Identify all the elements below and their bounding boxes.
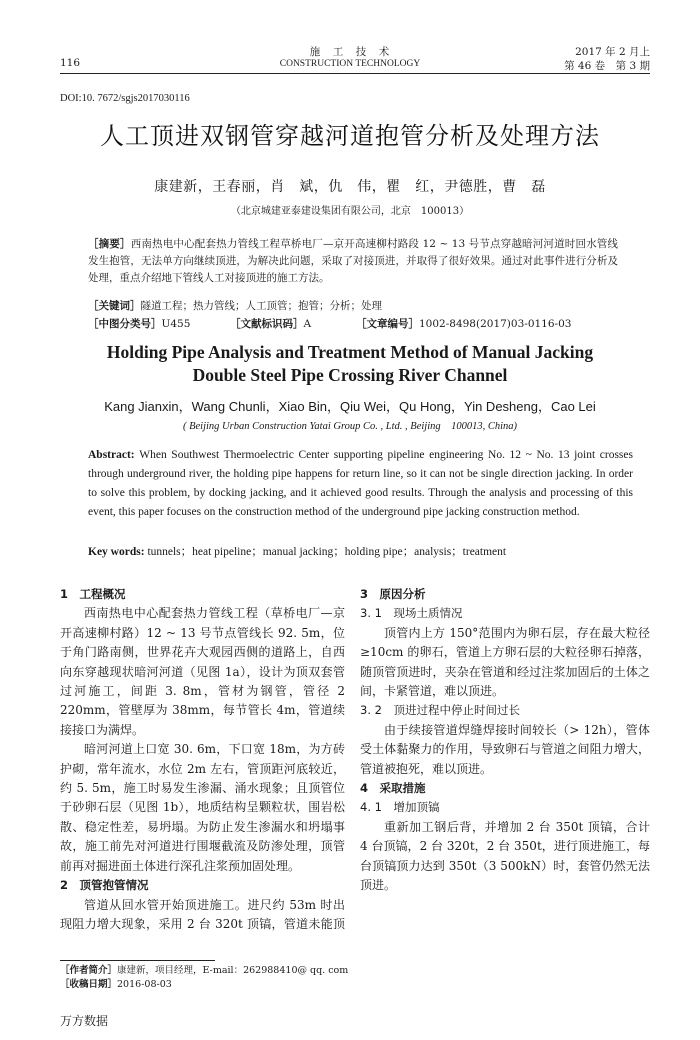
abstract-en: Abstract: When Southwest Thermoelectric Center supporting pipeline engineering No. 12 ~ No. 13 joint crosses through underground river, the holding pipe happens for return line, so it can not be single direction jacking. In order to solve this problem, by docking jacking, and it achieved good results. Through the analysis and processing of this event, this paper focuses on the construction method of the underground pipe jacking construction method. — [88, 449, 633, 518]
keywords-en-label: Key words — [88, 546, 141, 558]
footnote-date-text: 2016-08-03 — [117, 979, 172, 990]
article-no-label: ［文章编号］ — [356, 318, 419, 330]
keywords-cn — [88, 298, 618, 313]
section-3-heading: 3 原因分析 — [360, 587, 426, 601]
authors-cn: 康建新，王春丽，肖 斌，仇 伟，瞿 红，尹德胜，曹 磊 — [154, 179, 546, 195]
issue-volume: 第 46 卷 第 3 期 — [564, 60, 650, 72]
footnote-date — [60, 978, 360, 992]
issue-date: 2017 年 2 月上 — [575, 46, 650, 58]
affiliation-cn: （北京城建亚泰建设集团有限公司，北京 100013） — [230, 206, 470, 217]
section-3-2-paragraph: 由于续接管道焊缝焊接时间较长（> 12h），管体受土体黏聚力的作用，导致卵石与管道之间阻力增大，管道被抱死，难以顶进。 — [360, 722, 650, 776]
clc-value: U455 — [161, 318, 191, 330]
section-1-heading: 1 工程概况 — [60, 587, 126, 601]
journal-name-en: CONSTRUCTION TECHNOLOGY — [279, 59, 421, 69]
section-1-paragraph-1: 西南热电中心配套热力管线工程（草桥电厂—京开高速柳村路）12 ~ 13 号节点管线长 92. 5m，位于角门路南侧，世界花卉大观园西侧的道路上，自西向东穿越现状暗河河道（见图 1a），设计为顶双套管过河施工，间距 3. 8m，管材为钢管，管径 2 220mm，管壁厚为 38mm，每节管长 4m，管道续接接口为满焊。 — [60, 606, 345, 737]
abstract-cn-text: 西南热电中心配套热力管线工程草桥电厂—京开高速柳村路段 12 ~ 13 号节点穿越暗河河道时回水管线发生抱管，无法单方向继续顶进，为解决此问题，采取了对接顶进，并取得了很好效果。通过对此事件进行分析及处理，重点介绍地下管线人工对接顶进的施工方法。 — [88, 238, 618, 284]
article-title-en — [0, 341, 700, 387]
section-3-1-paragraph: 顶管内上方 150°范围内为卵石层，存在最大粒径≥10cm 的卵石，管道上方卵石层的大粒径卵石掉落，随顶管顶进时，夹杂在管道和经过注浆加固后的土体之间，卡紧管道，难以顶进。 — [360, 625, 650, 699]
header-rule — [60, 73, 650, 74]
abstract-en-text: When Southwest Thermoelectric Center supporting pipeline engineering No. 12 ~ No. 13 joint crosses through underground river, the holding pipe happens for return line, so it can not be single direction jacking. In order to solve this problem, by docking jacking, and it achieved good results. Through the analysis and processing of this event, this paper focuses on the construction method of the underground pipe jacking construction method. — [88, 449, 633, 518]
doc-code-label: ［文献标识码］ — [230, 318, 304, 330]
page-number: 116 — [60, 57, 81, 69]
section-3-1-heading: 3. 1 现场土质情况 — [360, 606, 463, 621]
authors-en: Kang Jianxin，Wang Chunli，Xiao Bin，Qiu Wei，Qu Hong，Yin Desheng，Cao Lei — [104, 399, 596, 414]
abstract-en-label: Abstract — [88, 449, 131, 461]
section-4-heading: 4 采取措施 — [360, 781, 426, 796]
body-right-column — [360, 585, 650, 896]
section-2-paragraph-1: 管道从回水管开始顶进施工。进尺约 53m 时出现阻力增大现象，采用 2 台 320t 顶镐，管道未能顶 — [60, 897, 345, 931]
section-4-1-paragraph: 重新加工钢后背，并增加 2 台 350t 顶镐，合计 4 台顶镐，2 台 320t，2 台 350t，进行顶进施工，每台顶镐顶力达到 350t（3 500kN）时，套管仍然无法顶进。 — [360, 819, 650, 893]
section-2-heading: 2 顶管抱管情况 — [60, 878, 149, 893]
clc-label: ［中图分类号］ — [88, 318, 162, 330]
article-title-cn: 人工顶进双钢管穿越河道抱管分析及处理方法 — [100, 122, 600, 150]
keywords-cn-text: 隧道工程；热力管线；人工顶管；抱管；分析；处理 — [140, 300, 382, 312]
body-left-column — [60, 585, 345, 935]
footnote — [60, 964, 360, 992]
footnote-date-label: ［收稿日期］ — [60, 979, 118, 990]
keywords-cn-label: ［关键词］ — [88, 300, 141, 312]
article-title-en-line2: Double Steel Pipe Crossing River Channel — [192, 365, 508, 385]
affiliation-en: ( Beijing Urban Construction Yatai Group Co. , Ltd. , Beijing 100013, China) — [182, 421, 518, 432]
footnote-author-text: 康建新，项目经理，E-mail：262988410@ qq. com — [117, 965, 349, 976]
doc-code-value: A — [303, 318, 312, 330]
abstract-cn-label: ［摘要］ — [88, 238, 131, 250]
section-4-1-heading: 4. 1 增加顶镐 — [360, 800, 440, 815]
keywords-en: Key words: tunnels；heat pipeline；manual jacking；holding pipe；analysis；treatment — [88, 546, 507, 558]
abstract-cn — [88, 236, 618, 287]
article-title-en-line1: Holding Pipe Analysis and Treatment Method of Manual Jacking — [106, 342, 594, 362]
journal-name-cn: 施 工 技 术 — [309, 46, 391, 58]
footnote-author — [60, 964, 360, 978]
footnote-rule — [60, 960, 215, 961]
doi: DOI:10. 7672/sgjs2017030116 — [60, 93, 190, 104]
footnote-author-label: ［作者简介］ — [60, 965, 118, 976]
section-1-paragraph-2: 暗河河道上口宽 30. 6m，下口宽 18m，为方砖护砌，常年流水，水位 2m 左右，管顶距河底较近，约 5. 5m，施工时易发生渗漏、涌水现象；且顶管位于砂卵石层（见图 1b），地质结构呈颗粒状，围岩松散、稳定性差，易坍塌。为防止发生渗漏水和坍塌事故，施工前先对河道进行围堰截流及防渗处理，顶管前再对掘进面土体进行深孔注浆预加固处理。 — [60, 742, 345, 873]
section-3-2-heading: 3. 2 顶进过程中停止时间过长 — [360, 703, 520, 718]
wanfang-watermark: 万方数据 — [60, 1014, 109, 1028]
article-no-value: 1002-8498(2017)03-0116-03 — [419, 318, 572, 330]
keywords-en-text: tunnels；heat pipeline；manual jacking；holding pipe；analysis；treatment — [147, 546, 507, 558]
